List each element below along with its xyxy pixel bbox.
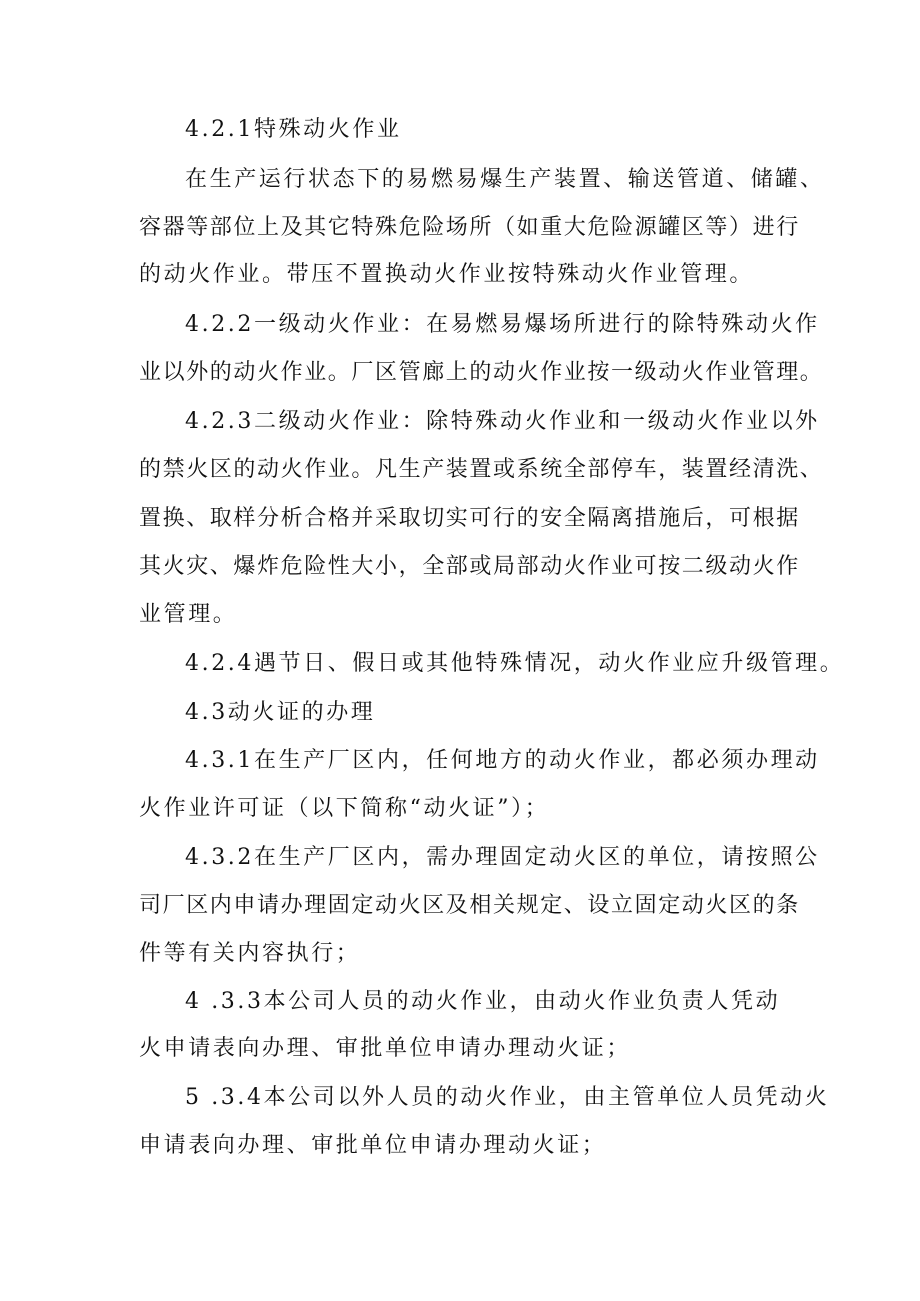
paragraph-line: 4.2.2一级动火作业：在易燃易爆场所进行的除特殊动火作 (185, 312, 820, 337)
paragraph-line: 火作业许可证（以下简称“动火证”）； (139, 796, 550, 821)
paragraph-line: 业管理。 (139, 602, 238, 627)
paragraph-line: 在生产运行状态下的易燃易爆生产装置、输送管道、储罐、 (185, 167, 825, 192)
paragraph-line: 4.3.2在生产厂区内，需办理固定动火区的单位，请按照公 (185, 845, 820, 870)
paragraph-line: 容器等部位上及其它特殊危险场所（如重大危险源罐区等）进行 (139, 215, 800, 240)
paragraph-line: 其火灾、爆炸危险性大小，全部或局部动火作业可按二级动火作 (139, 554, 800, 579)
paragraph-line: 火申请表向办理、审批单位申请办理动火证； (139, 1036, 632, 1061)
heading-4-2-1: 4.2.1特殊动火作业 (185, 117, 402, 142)
heading-4-3: 4.3动火证的办理 (185, 700, 376, 725)
paragraph-line: 司厂区内申请办理固定动火区及相关规定、设立固定动火区的条 (139, 893, 800, 918)
paragraph-line: 5 .3.4本公司以外人员的动火作业，由主管单位人员凭动火 (185, 1085, 830, 1110)
paragraph-line: 4.2.4遇节日、假日或其他特殊情况，动火作业应升级管理。 (185, 651, 845, 676)
paragraph-line: 件等有关内容执行； (139, 941, 361, 966)
paragraph-line: 业以外的动火作业。厂区管廊上的动火作业按一级动火作业管理。 (139, 360, 824, 385)
paragraph-line: 4.3.1在生产厂区内，任何地方的动火作业，都必须办理动 (185, 748, 820, 773)
paragraph-line: 申请表向办理、审批单位申请办理动火证； (139, 1133, 607, 1158)
paragraph-line: 置换、取样分析合格并采取切实可行的安全隔离措施后，可根据 (139, 506, 800, 531)
paragraph-line: 4 .3.3本公司人员的动火作业，由动火作业负责人凭动 (185, 989, 781, 1014)
paragraph-line: 4.2.3二级动火作业：除特殊动火作业和一级动火作业以外 (185, 409, 820, 434)
paragraph-line: 的动火作业。带压不置换动火作业按特殊动火作业管理。 (139, 262, 755, 287)
paragraph-line: 的禁火区的动火作业。凡生产装置或系统全部停车，装置经清洗、 (139, 457, 824, 482)
